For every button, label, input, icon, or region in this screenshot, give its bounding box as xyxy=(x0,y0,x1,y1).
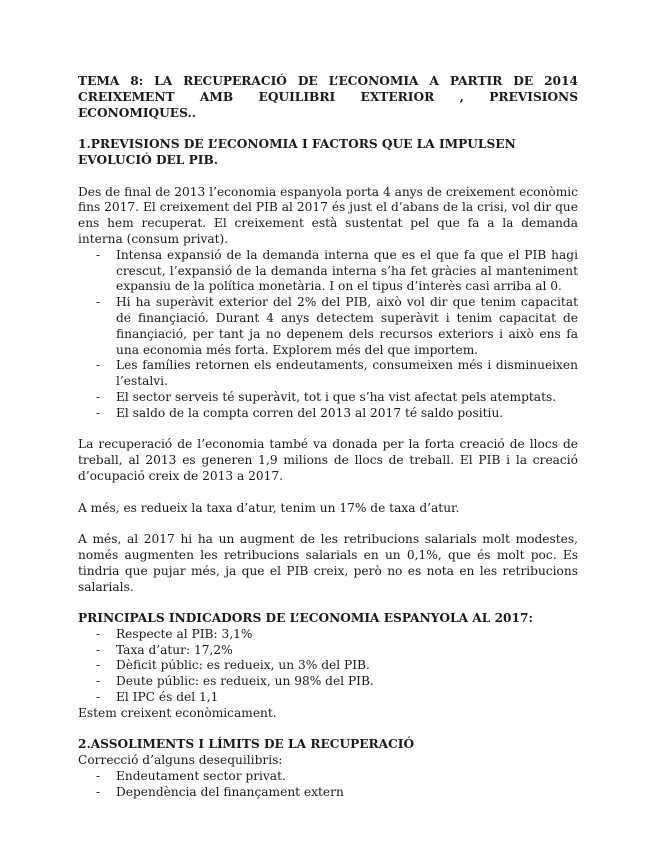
section-2-bullet-list xyxy=(78,769,578,801)
list-item: - Endeutament sector privat. xyxy=(96,769,286,784)
section-1-paragraph-2: La recuperació de l’economia també va donada per la forta creació de llocs de treball, al 2013 es generen 1,9 milions de llocs de treball. El PIB i la creació d’ocupació creix de 2013 a 2017. xyxy=(78,437,578,483)
section-1-paragraph-4: A més, al 2017 hi ha un augment de les retribucions salarials molt modestes, només augmenten les retribucions salarials en un 0,1%, que és molt poc. Es tindria que pujar més, ja que el PIB creix, però no es nota en les retribucions salarials. xyxy=(78,532,578,594)
list-item: - Respecte al PIB: 3,1% xyxy=(96,626,253,641)
document-title xyxy=(78,74,578,121)
section-1-heading: 1.PREVISIONS DE L’ECONOMIA I FACTORS QUE LA IMPULSEN EVOLUCIÓ DEL PIB. xyxy=(78,137,516,167)
list-item: - El sector serveis té superàvit, tot i que s’ha vist afectat pels atemptats. xyxy=(96,389,557,404)
section-1-intro: Des de final de 2013 l’economia espanyola porta 4 anys de creixement econòmic fins 2017. El creixement del PIB al 2017 és just el d’abans de la crisi, vol dir que ens hem recuperat. El creixement està sustentat pel que fa a la demanda interna (consum privat). xyxy=(78,184,578,246)
list-item: - Les famílies retornen els endeutaments, consumeixen més i disminueixen l’estalvi. xyxy=(96,358,578,389)
list-item: - Dependència del finançament extern xyxy=(96,784,344,799)
title-line-1: TEMA 8: LA RECUPERACIÓ DE L’ECONOMIA A PARTIR DE 2014 xyxy=(78,74,578,88)
section-2-intro: Correcció d’alguns desequilibris: xyxy=(78,753,283,768)
indicators-heading: PRINCIPALS INDICADORS DE L’ECONOMIA ESPANYOLA AL 2017: xyxy=(78,611,533,626)
list-item: - Hi ha superàvit exterior del 2% del PIB, això vol dir que tenim capacitat de finançiació. Durant 4 anys detectem superàvit i tenim capacitat de finançiació, per tant ja no depenem dels recursos exteriors i això ens fa una economia més forta. Explorem més del que importem. xyxy=(96,295,578,357)
section-1-paragraph-3: A més, es redueix la taxa d’atur, tenim un 17% de taxa d’atur. xyxy=(78,500,460,515)
document-page xyxy=(78,74,578,801)
list-item: - Taxa d’atur: 17,2% xyxy=(96,642,233,657)
section-2-heading: 2.ASSOLIMENTS I LÍMITS DE LA RECUPERACIÓ xyxy=(78,737,415,752)
section-1-bullet-list xyxy=(78,248,578,422)
indicators-bullet-list xyxy=(78,627,578,706)
list-item: - El IPC és del 1,1 xyxy=(96,690,219,705)
indicators-closing: Estem creixent econòmicament. xyxy=(78,705,277,720)
list-item: - Deute públic: es redueix, un 98% del PIB. xyxy=(96,674,374,689)
list-item: - El saldo de la compta corren del 2013 al 2017 té saldo positiu. xyxy=(96,405,504,420)
list-item: - Dèficit públic: es redueix, un 3% del PIB. xyxy=(96,658,370,673)
title-line-2: CREIXEMENT AMB EQUILIBRI EXTERIOR , PREVISIONS ECONOMIQUES.. xyxy=(78,89,578,120)
list-item: - Intensa expansió de la demanda interna que es el que fa que el PIB hagi crescut, l’expansió de la demanda interna s’ha fet gràcies al manteniment expansiu de la política monetària. I on el tipus d’interès casi arriba al 0. xyxy=(96,247,578,294)
